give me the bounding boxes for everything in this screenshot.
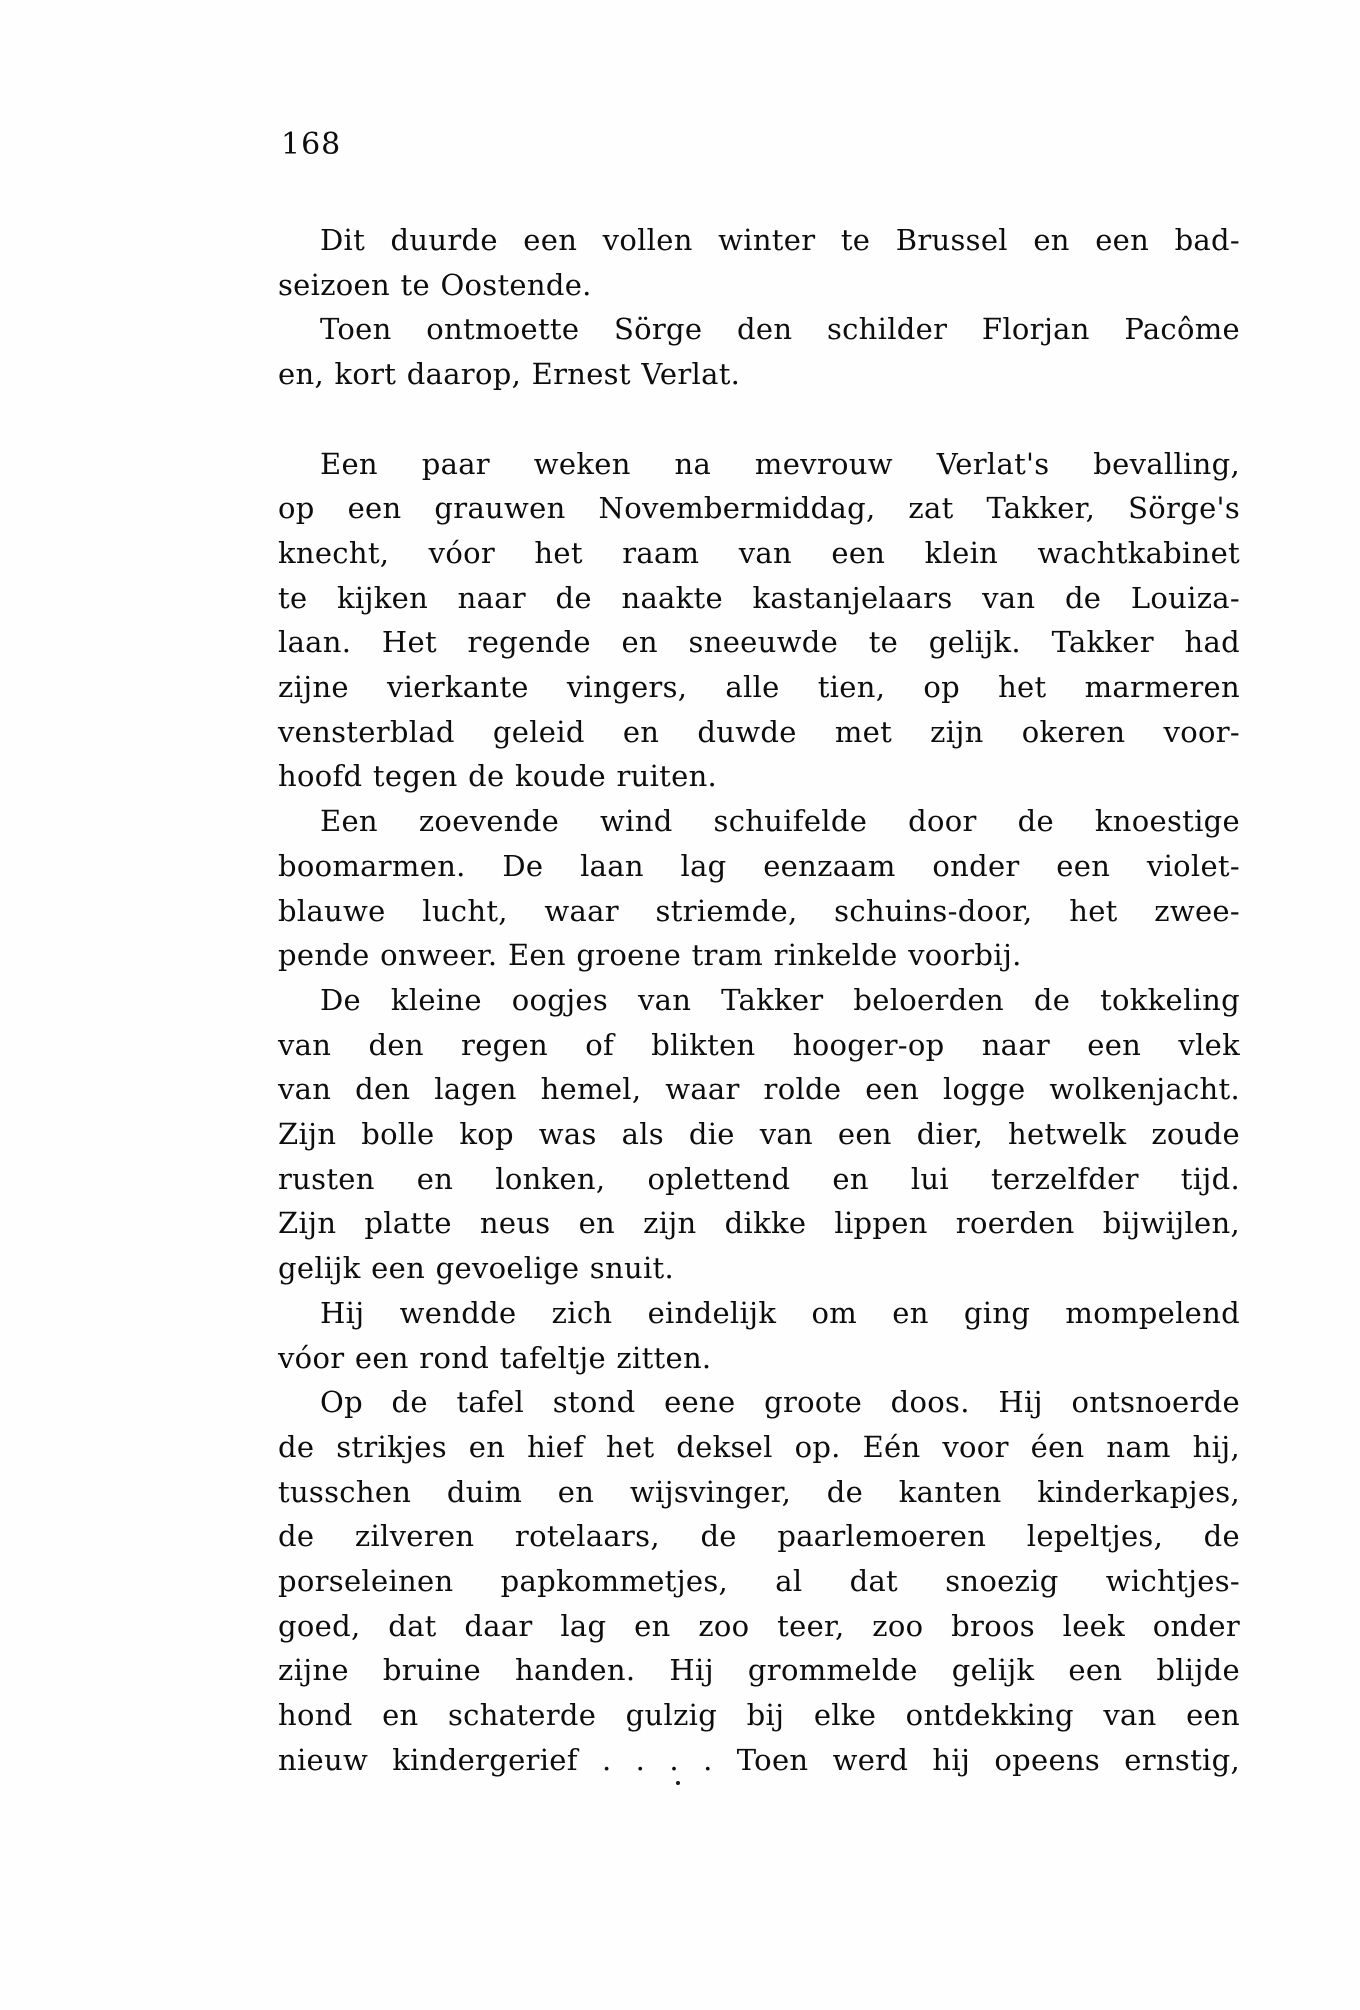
text-line: op een grauwen Novembermiddag, zat Takker, Sörge's bbox=[278, 491, 1240, 526]
text-line: boomarmen. De laan lag eenzaam onder een violet- bbox=[278, 848, 1240, 883]
text-line: seizoen te Oostende. bbox=[278, 267, 592, 302]
paragraph-p6 bbox=[278, 1291, 1240, 1380]
text-line: Een paar weken na mevrouw Verlat's bevalling, bbox=[320, 446, 1240, 481]
text-line: blauwe lucht, waar striemde, schuins-door, het zwee- bbox=[278, 893, 1240, 928]
text-line: De kleine oogjes van Takker beloerden de tokkeling bbox=[320, 982, 1240, 1017]
text-line: hond en schaterde gulzig bij elke ontdekking van een bbox=[278, 1698, 1240, 1733]
text-line: van den lagen hemel, waar rolde een logge wolkenjacht. bbox=[278, 1072, 1240, 1107]
page-number: 168 bbox=[281, 127, 342, 162]
text-line: Op de tafel stond eene groote doos. Hij ontsnoerde bbox=[320, 1385, 1240, 1420]
text-line: gelijk een gevoelige snuit. bbox=[278, 1251, 674, 1286]
paragraph-p3 bbox=[278, 442, 1240, 800]
text-line: hoofd tegen de koude ruiten. bbox=[278, 759, 718, 794]
text-line: laan. Het regende en sneeuwde te gelijk. Takker had bbox=[278, 625, 1240, 660]
paragraph-p4 bbox=[278, 799, 1240, 978]
text-line: zijne vierkante vingers, alle tien, op het marmeren bbox=[278, 670, 1240, 705]
text-line: Dit duurde een vollen winter te Brussel en een bad- bbox=[320, 223, 1240, 257]
text-line: porseleinen papkommetjes, al dat snoezig wichtjes- bbox=[278, 1564, 1240, 1599]
text-block bbox=[278, 218, 1240, 1783]
text-line: tusschen duim en wijsvinger, de kanten kinderkapjes, bbox=[278, 1474, 1240, 1509]
paragraph-p1 bbox=[278, 218, 1240, 307]
text-line: vensterblad geleid en duwde met zijn okeren voor- bbox=[278, 714, 1240, 749]
paragraph-p7 bbox=[278, 1380, 1240, 1782]
text-line: en, kort daarop, Ernest Verlat. bbox=[278, 357, 741, 392]
text-line: zijne bruine handen. Hij grommelde gelijk een blijde bbox=[278, 1653, 1240, 1688]
text-line: Een zoevende wind schuifelde door de knoestige bbox=[320, 804, 1240, 839]
paragraph-p5 bbox=[278, 978, 1240, 1291]
text-line: nieuw kindergerief . . . . Toen werd hij opeens ernstig, bbox=[278, 1742, 1240, 1777]
text-line: de zilveren rotelaars, de paarlemoeren lepeltjes, de bbox=[278, 1519, 1240, 1554]
text-line: Toen ontmoette Sörge den schilder Florjan Pacôme bbox=[320, 312, 1240, 347]
text-line: Hij wendde zich eindelijk om en ging mompelend bbox=[320, 1295, 1240, 1330]
text-line: te kijken naar de naakte kastanjelaars van de Louiza- bbox=[278, 580, 1240, 615]
text-line: Zijn platte neus en zijn dikke lippen roerden bijwijlen, bbox=[278, 1206, 1240, 1241]
text-line: goed, dat daar lag en zoo teer, zoo broos leek onder bbox=[278, 1608, 1240, 1643]
text-line: de strikjes en hief het deksel op. Eén voor éen nam hij, bbox=[278, 1429, 1240, 1464]
text-line: rusten en lonken, oplettend en lui terzelfder tijd. bbox=[278, 1161, 1240, 1196]
paragraph-spacer bbox=[278, 397, 1240, 442]
text-line: vóor een rond tafeltje zitten. bbox=[278, 1340, 712, 1375]
paragraph-p2 bbox=[278, 307, 1240, 396]
text-line: pende onweer. Een groene tram rinkelde voorbij. bbox=[278, 938, 1022, 973]
text-line: knecht, vóor het raam van een klein wachtkabinet bbox=[278, 535, 1240, 570]
text-line: van den regen of blikten hooger-op naar een vlek bbox=[278, 1027, 1240, 1062]
text-line: Zijn bolle kop was als die van een dier, hetwelk zoude bbox=[278, 1117, 1240, 1152]
ink-speck bbox=[676, 1781, 680, 1785]
